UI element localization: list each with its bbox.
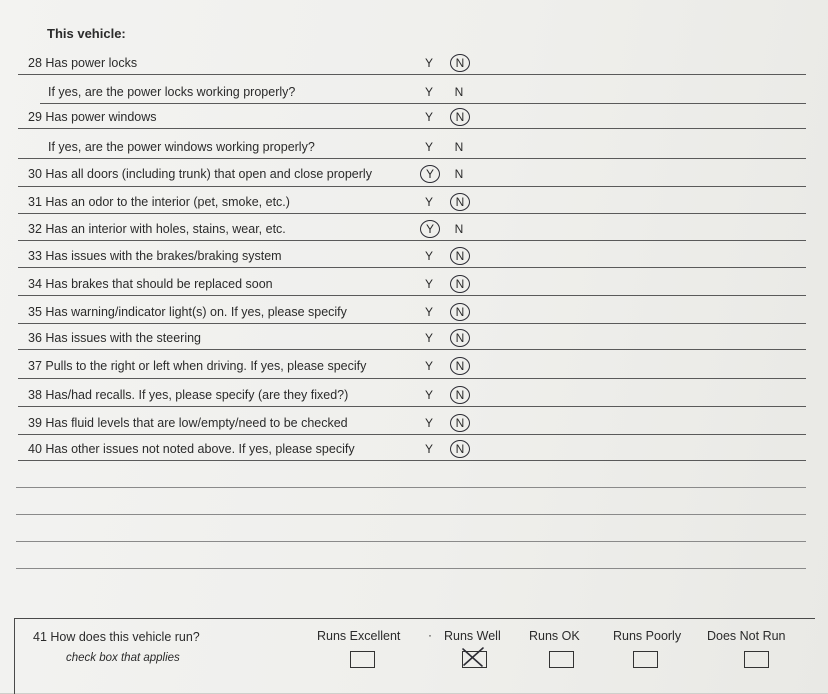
question-row-35 [0,305,828,325]
question-41-instruction: check box that applies [66,652,180,664]
question-row-33 [0,249,828,269]
option-runs-well-label: Runs Well [444,629,501,643]
question-row-28 [0,56,828,76]
blank-writing-line[interactable] [16,487,806,488]
row-divider [40,103,806,104]
yes-option[interactable]: Y [424,56,433,70]
question-label: 33 Has issues with the brakes/braking system [28,249,282,263]
question-row-30 [0,167,828,187]
question-row-28-followup [0,85,828,105]
question-label: If yes, are the power windows working properly? [48,140,315,154]
yes-option[interactable]: Y [424,388,433,402]
question-label: 29 Has power windows [28,110,157,124]
no-option-circled[interactable]: N [450,54,470,72]
yes-option-circled[interactable]: Y [420,165,440,183]
row-divider [18,434,806,435]
question-label: 30 Has all doors (including trunk) that open and close properly [28,167,372,181]
question-label: 40 Has other issues not noted above. If yes, please specify [28,442,355,456]
row-divider [18,378,806,379]
blank-writing-line[interactable] [16,514,806,515]
checkbox-runs-excellent[interactable] [350,651,375,668]
row-divider [18,240,806,241]
question-label: 28 Has power locks [28,56,138,70]
yes-option[interactable]: Y [424,85,433,99]
question-label: If yes, are the power locks working properly? [48,85,296,99]
row-divider [18,406,806,407]
question-label: 31 Has an odor to the interior (pet, smoke, etc.) [28,195,290,209]
question-label: 39 Has fluid levels that are low/empty/need to be checked [28,416,348,430]
no-option[interactable]: N [454,167,464,181]
row-divider [18,158,806,159]
question-row-34 [0,277,828,297]
question-row-36 [0,331,828,351]
checkbox-runs-well-checked[interactable] [462,651,487,668]
row-divider [18,295,806,296]
question-row-39 [0,416,828,436]
option-does-not-run-label: Does Not Run [707,629,786,643]
row-divider [18,186,806,187]
question-row-29 [0,110,828,130]
yes-option-circled[interactable]: Y [420,220,440,238]
question-label: 36 Has issues with the steering [28,331,202,345]
option-runs-excellent-label: Runs Excellent [317,629,401,643]
no-option-circled[interactable]: N [450,329,470,347]
question-label: 37 Pulls to the right or left when driving. If yes, please specify [28,359,367,373]
option-runs-ok-label: Runs OK [529,629,580,643]
yes-option[interactable]: Y [424,442,433,456]
row-divider [18,74,806,75]
question-row-40 [0,442,828,462]
option-runs-poorly-label: Runs Poorly [613,629,682,643]
question-row-29-followup [0,140,828,160]
question-label: 34 Has brakes that should be replaced soon [28,277,273,291]
yes-option[interactable]: Y [424,110,433,124]
no-option-circled[interactable]: N [450,303,470,321]
yes-option[interactable]: Y [424,359,433,373]
question-row-37 [0,359,828,379]
row-divider [18,460,806,461]
checkbox-does-not-run[interactable] [744,651,769,668]
no-option[interactable]: N [454,140,464,154]
no-option[interactable]: N [454,222,464,236]
yes-option[interactable]: Y [424,140,433,154]
checkbox-runs-ok[interactable] [549,651,574,668]
no-option-circled[interactable]: N [450,357,470,375]
blank-writing-line[interactable] [16,568,806,569]
question-row-31 [0,195,828,215]
stray-dot: · [428,628,432,642]
yes-option[interactable]: Y [424,195,433,209]
no-option-circled[interactable]: N [450,414,470,432]
row-divider [18,349,806,350]
no-option-circled[interactable]: N [450,193,470,211]
x-mark-icon [460,646,486,668]
blank-writing-line[interactable] [16,541,806,542]
yes-option[interactable]: Y [424,305,433,319]
no-option-circled[interactable]: N [450,108,470,126]
yes-option[interactable]: Y [424,331,433,345]
no-option[interactable]: N [454,85,464,99]
question-label: 35 Has warning/indicator light(s) on. If yes, please specify [28,305,347,319]
row-divider [18,323,806,324]
checkbox-runs-poorly[interactable] [633,651,658,668]
row-divider [18,213,806,214]
row-divider [18,128,806,129]
no-option-circled[interactable]: N [450,247,470,265]
section-header: This vehicle: [47,26,126,41]
no-option-circled[interactable]: N [450,275,470,293]
row-divider [18,267,806,268]
yes-option[interactable]: Y [424,416,433,430]
no-option-circled[interactable]: N [450,386,470,404]
question-row-38 [0,388,828,408]
question-label: 38 Has/had recalls. If yes, please specify (are they fixed?) [28,388,349,402]
question-41-label: 41 How does this vehicle run? [33,630,200,644]
no-option-circled[interactable]: N [450,440,470,458]
question-label: 32 Has an interior with holes, stains, wear, etc. [28,222,286,236]
yes-option[interactable]: Y [424,249,433,263]
yes-option[interactable]: Y [424,277,433,291]
question-row-32 [0,222,828,242]
